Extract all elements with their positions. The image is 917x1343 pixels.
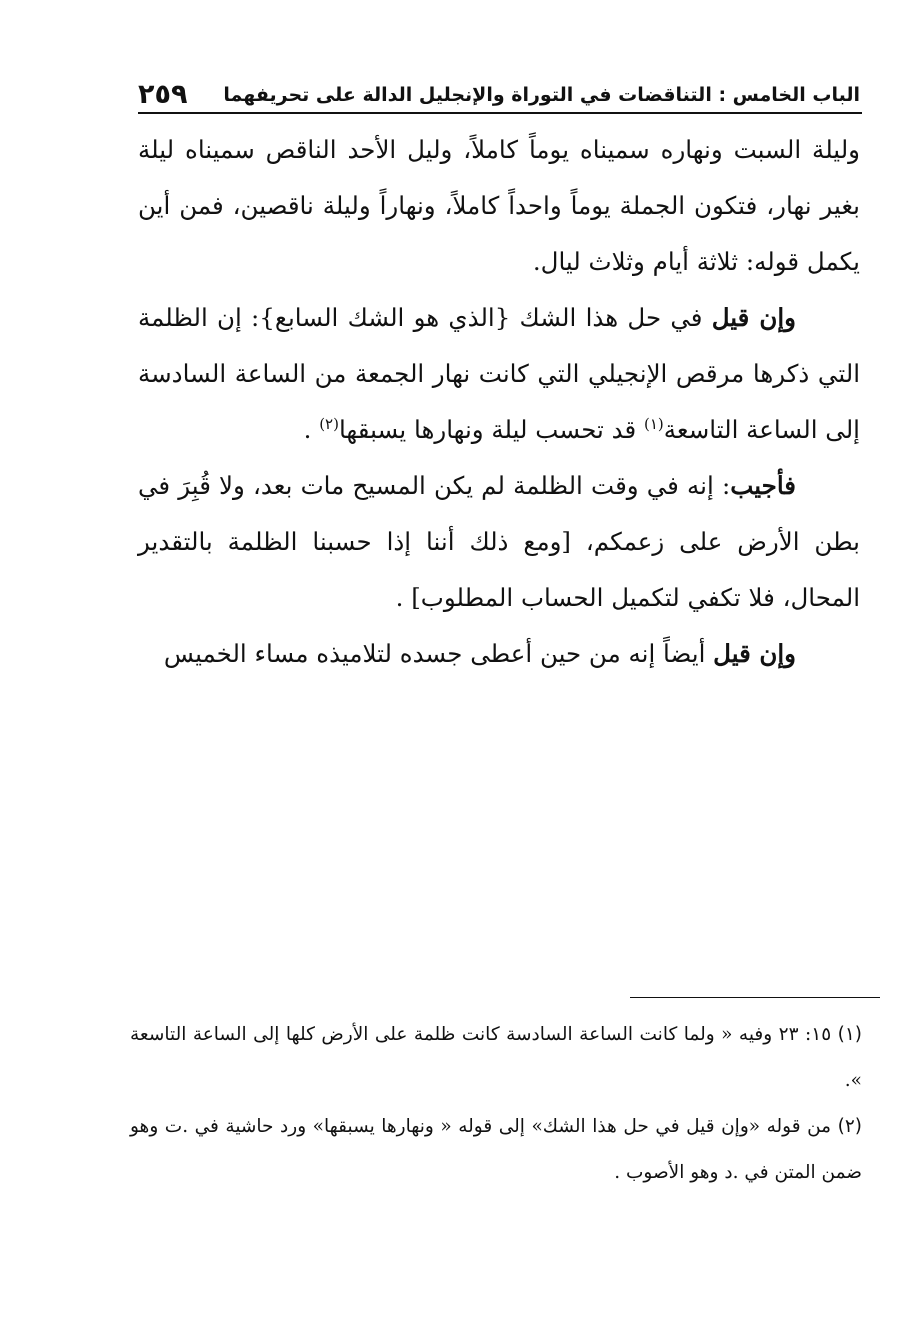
page-number: ٢٥٩ <box>138 79 188 110</box>
paragraph-1: وليلة السبت ونهاره سميناه يوماً كاملاً، وليل الأحد الناقص سميناه ليلة بغير نهار، فتكون الجملة يوماً واحداً كاملاً، ونهاراً وليلة ناقصين، فمن أين يكمل قوله: ثلاثة أيام وثلاث ليال. <box>138 135 860 276</box>
paragraph-2-text-a: في حل هذا الشك {الذي هو الشك السابع}: إن الظلمة التي ذكرها مرقص الإنجيلي التي كانت نهار الجمعة من الساعة السادسة إلى الساعة التاسعة <box>138 303 860 444</box>
footnote-2 <box>130 1104 862 1196</box>
paragraph-3 <box>138 458 860 626</box>
footnotes <box>130 1012 862 1196</box>
footnote-2-text: من قوله «وإن قيل في حل هذا الشك» إلى قوله « ونهارها يسبقها» ورد حاشية في .ت وهو ضمن المتن في .د وهو الأصوب . <box>130 1116 862 1183</box>
paragraph-3-text: : إنه في وقت الظلمة لم يكن المسيح مات بعد، ولا قُبِرَ في بطن الأرض على زعمكم، [ومع ذلك أننا إذا حسبنا الظلمة بالتقدير المحال، فلا تكفي لتكميل الحساب المطلوب] . <box>138 471 860 612</box>
paragraph-4-text: أيضاً إنه من حين أعطى جسده لتلاميذه مساء الخميس <box>163 639 714 668</box>
paragraph-2 <box>138 290 860 458</box>
paragraph-4-lead: وإن قيل <box>713 639 796 668</box>
running-title: الباب الخامس : التناقضات في التوراة والإنجليل الدالة على تحريفهما <box>223 84 860 106</box>
paragraph-2-text-c: . <box>303 415 320 444</box>
footnote-divider <box>630 997 880 998</box>
paragraph-2-lead: وإن قيل <box>711 303 796 332</box>
footnote-1 <box>130 1012 862 1104</box>
footnote-1-number: (١) <box>837 1024 862 1045</box>
paragraph-2-text-b: قد تحسب ليلة ونهارها يسبقها <box>338 415 644 444</box>
header-divider <box>138 112 862 114</box>
footnote-ref-1: (١) <box>643 415 664 433</box>
main-text <box>138 122 860 682</box>
footnote-1-text: ١٥: ٢٣ وفيه « ولما كانت الساعة السادسة كانت ظلمة على الأرض كلها إلى الساعة التاسعة ». <box>130 1024 862 1091</box>
page-header <box>138 68 860 112</box>
paragraph-3-lead: فأجيب <box>730 471 796 500</box>
paragraph-4 <box>138 626 860 682</box>
footnote-ref-2: (٢) <box>319 415 339 433</box>
footnote-2-number: (٢) <box>837 1116 862 1137</box>
